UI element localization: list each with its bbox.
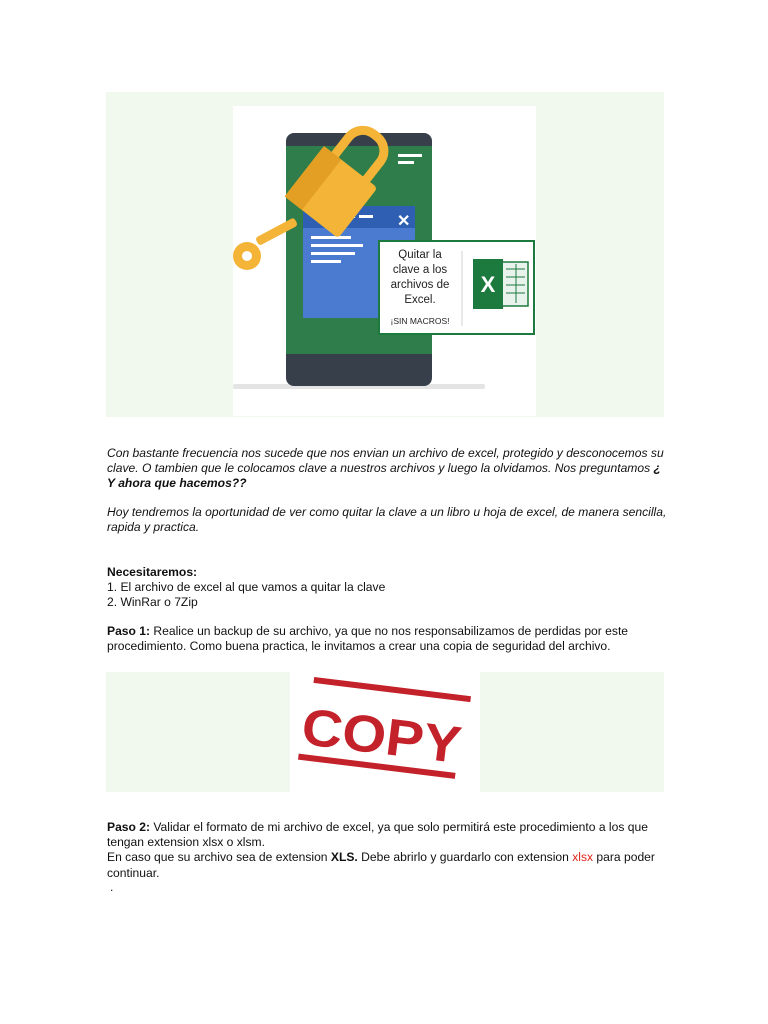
paso2-text: Validar el formato de mi archivo de excel, ya que solo permitirá este procedimiento a los que tengan extension xlsx o xlsm. bbox=[107, 820, 648, 850]
paso2-line2-mid: Debe abrirlo y guardarlo con extension bbox=[357, 850, 573, 865]
card-line-4: Excel. bbox=[404, 294, 436, 306]
paso2-line2-red: xlsx bbox=[572, 850, 594, 865]
trailing-dot: . bbox=[110, 880, 114, 894]
needs-heading: Necesitaremos: bbox=[107, 565, 198, 579]
paso2-paragraph bbox=[107, 820, 667, 881]
paso1-paragraph bbox=[107, 624, 667, 654]
paso1-text: Realice un backup de su archivo, ya que no nos responsabilizamos de perdidas por este procedimiento. Como buena practica, le invitamos a crear una copia de seguridad del archivo. bbox=[107, 624, 629, 654]
paso2-line2-pre: En caso que su archivo sea de extension bbox=[107, 850, 331, 865]
today-text: Hoy tendremos la oportunidad de ver como quitar la clave a un libro u hoja de excel, de manera sencilla, rapida y practica. bbox=[107, 505, 667, 535]
unlock-excel-illustration bbox=[233, 106, 536, 416]
intro-question: ¿ Y ahora que hacemos?? bbox=[107, 461, 661, 491]
excel-letter: X bbox=[480, 272, 496, 297]
header-illustration bbox=[233, 106, 536, 416]
close-icon: ✕ bbox=[397, 213, 411, 230]
excel-icon bbox=[473, 259, 528, 309]
paso2-line2-post: para poder continuar. bbox=[107, 850, 655, 880]
intro-text: Con bastante frecuencia nos sucede que nos envian un archivo de excel, protegido y desconocemos su clave. O tambien que le colocamos clave a nuestros archivos y luego la olvidamos. Nos preguntamos bbox=[107, 446, 664, 476]
paso2-label: Paso 2: bbox=[107, 820, 151, 834]
needs-section bbox=[107, 565, 667, 611]
info-card bbox=[379, 241, 534, 334]
copy-stamp-image bbox=[290, 672, 480, 792]
intro-paragraph bbox=[107, 446, 667, 492]
card-line-3: archivos de bbox=[390, 279, 450, 291]
card-line-2: clave a los bbox=[392, 264, 448, 276]
card-note: ¡SIN MACROS! bbox=[390, 316, 450, 326]
paso2-line2-bold: XLS. bbox=[330, 850, 358, 865]
card-line-1: Quitar la bbox=[398, 249, 442, 261]
copy-stamp-icon bbox=[290, 672, 480, 792]
today-paragraph bbox=[107, 505, 667, 535]
needs-item-1: 1. El archivo de excel al que vamos a quitar la clave bbox=[107, 580, 386, 595]
copy-stamp-text: COPY bbox=[298, 698, 452, 774]
paso1-label: Paso 1: bbox=[107, 624, 151, 638]
needs-item-2: 2. WinRar o 7Zip bbox=[107, 595, 198, 610]
